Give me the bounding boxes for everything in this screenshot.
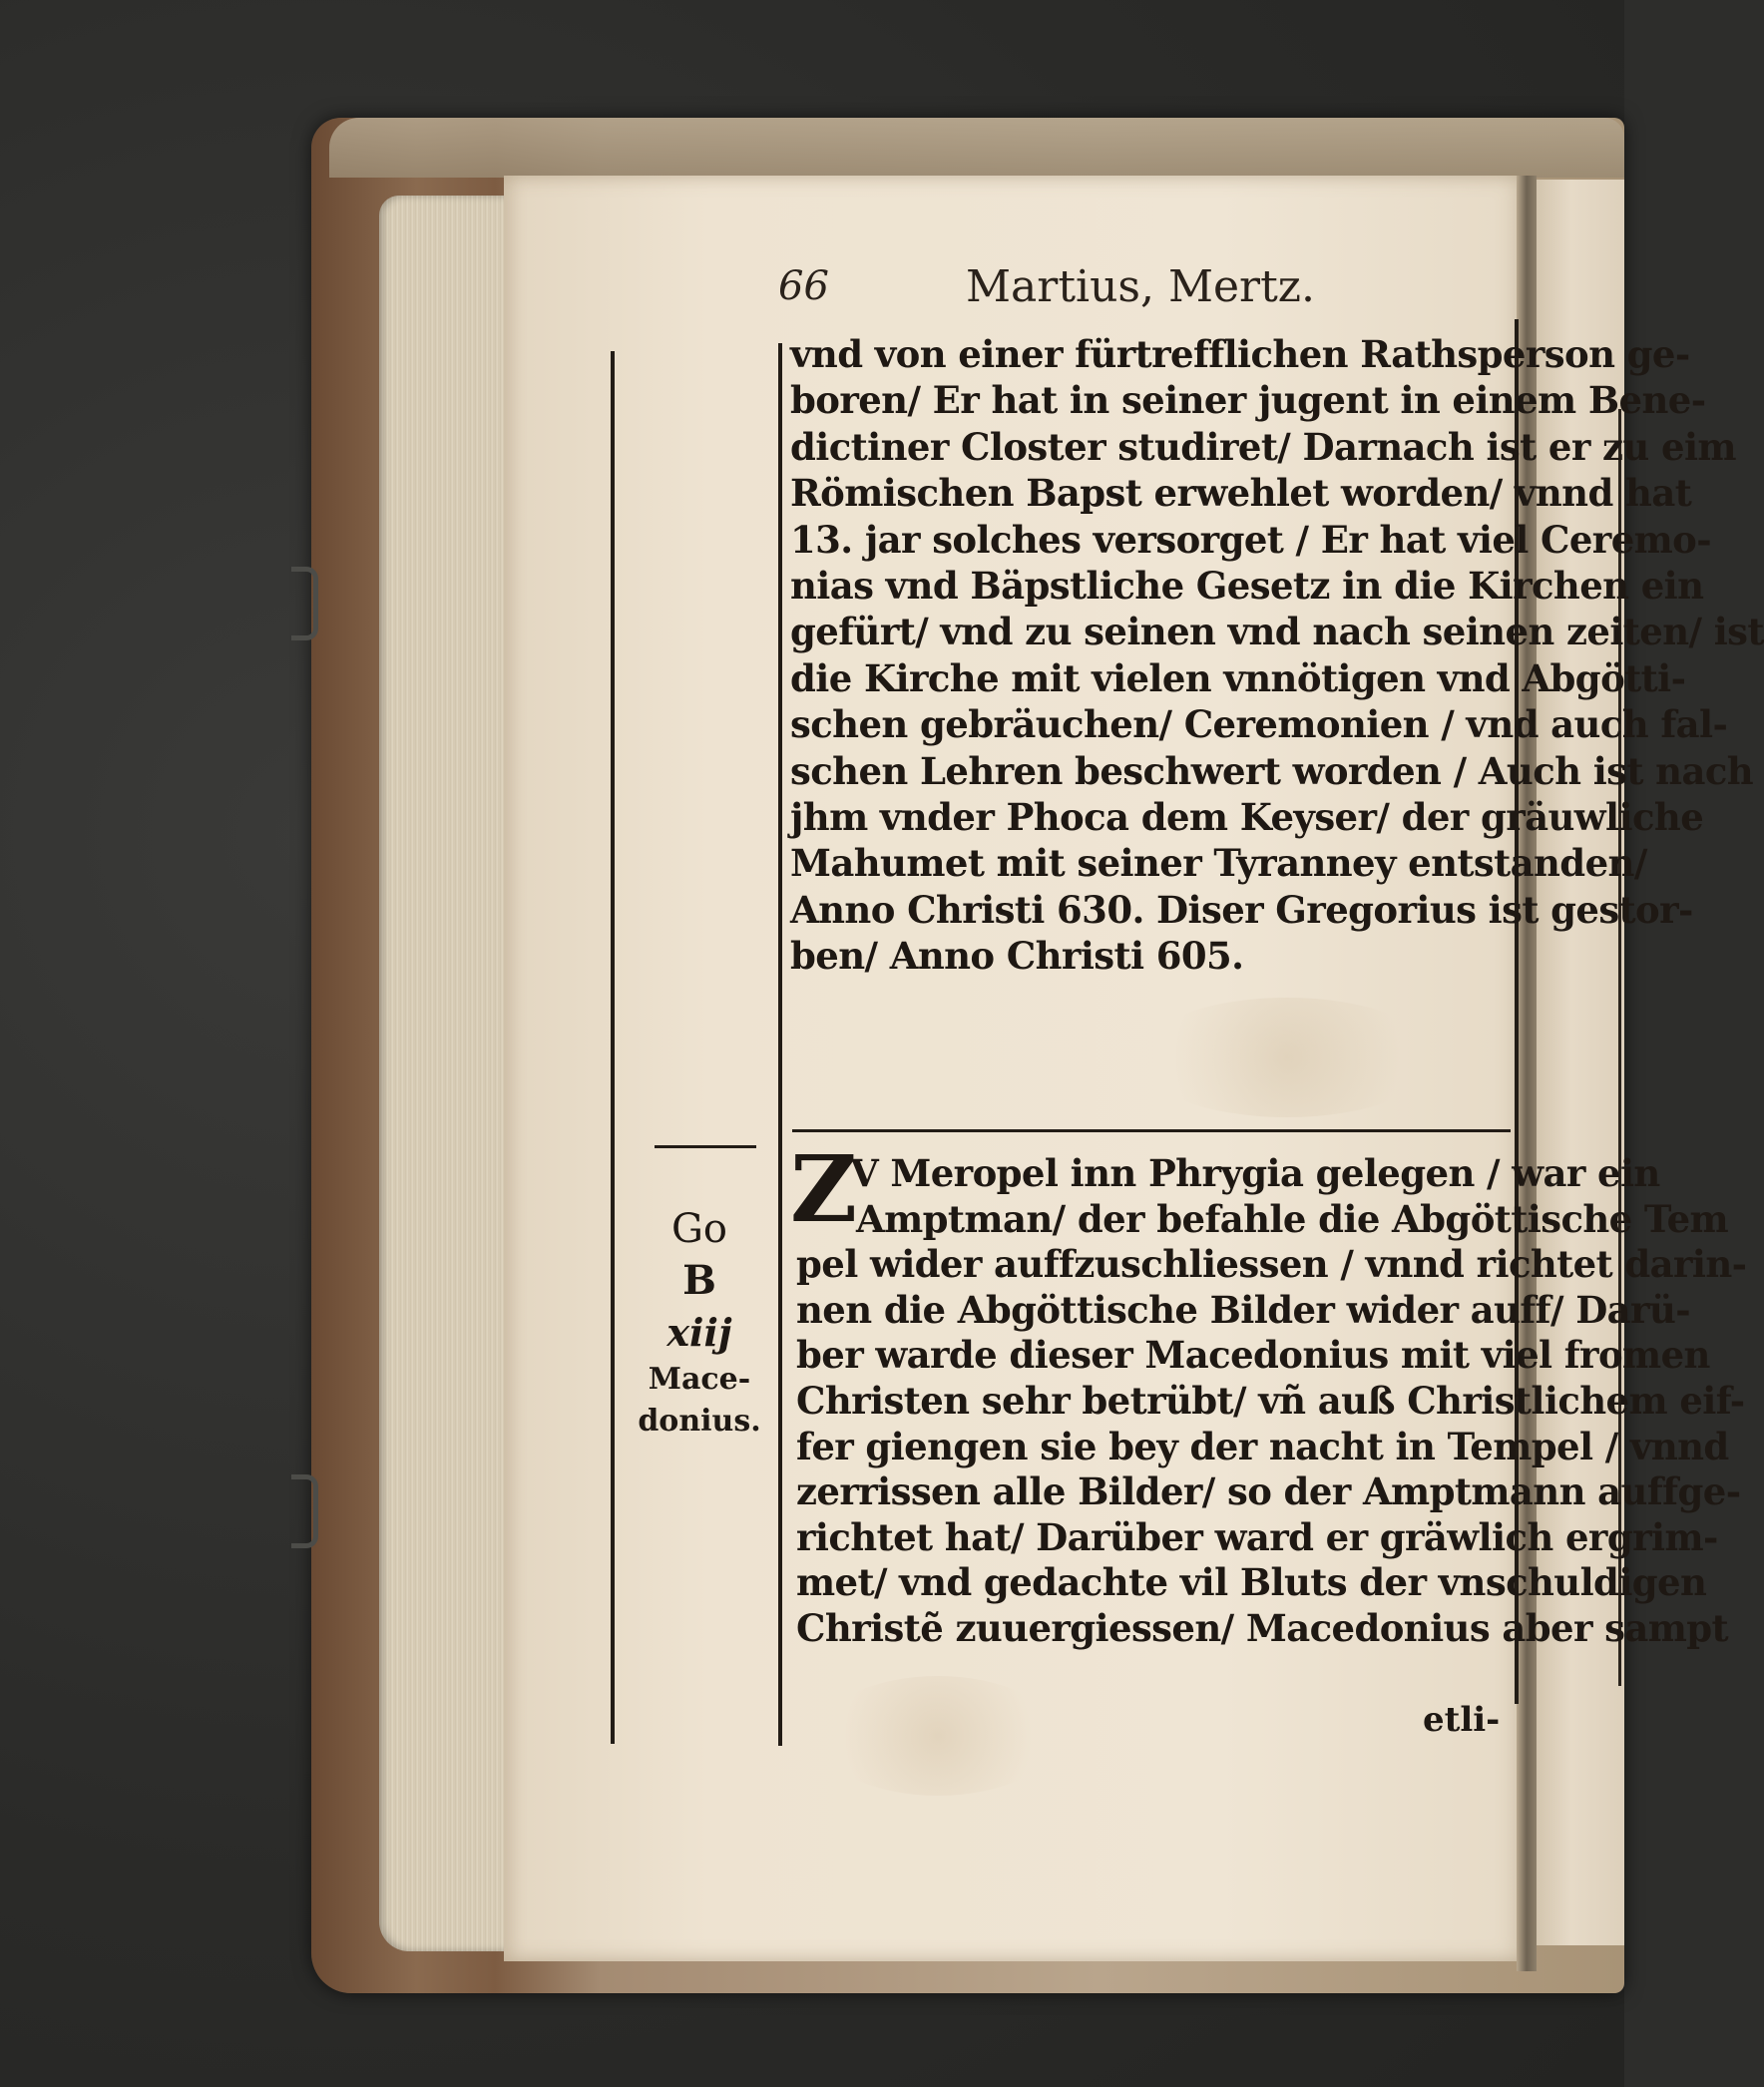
text-line: met/ vnd gedachte vil Bluts der vnschuldigen — [796, 1560, 1707, 1605]
text-line: Anno Christi 630. Diser Gregorius ist gestor- — [790, 887, 1693, 932]
text-line: Christen sehr betrübt/ vñ auß Christlichem eif- — [796, 1378, 1745, 1423]
saint-name-part1: Mace- — [648, 1362, 751, 1397]
day-number: xiij — [666, 1310, 732, 1355]
page-number: 66 — [778, 263, 829, 309]
text-line: nias vnd Bäpstliche Gesetz in die Kirchen ein — [790, 563, 1704, 608]
page-edges — [379, 196, 509, 1951]
text-line: ber warde dieser Macedonius mit viel fromen — [796, 1333, 1710, 1378]
text-line: 13. jar solches versorget / Er hat viel Ceremo- — [790, 517, 1712, 562]
text-line: V Meropel inn Phrygia gelegen / war ein — [850, 1151, 1660, 1195]
margin-divider-rule — [655, 1145, 756, 1148]
entry-gregorius-text — [790, 331, 1764, 979]
text-line: Christẽ zuuergiessen/ Macedonius aber sampt — [796, 1605, 1729, 1650]
text-line: Amptman/ der befahle die Abgöttische Tem — [856, 1196, 1729, 1241]
text-line: fer giengen sie bey der nacht in Tempel / vnnd — [796, 1424, 1729, 1468]
text-line: nen die Abgöttische Bilder wider auff/ Darü- — [796, 1287, 1690, 1332]
text-line: richtet hat/ Darüber ward er gräwlich ergrim- — [796, 1514, 1718, 1559]
text-line: pel wider auffzuschliessen / vnnd richtet darin- — [796, 1242, 1747, 1287]
clasp-icon — [291, 1474, 318, 1548]
paper-stain — [818, 1676, 1058, 1796]
margin-outer-rule — [611, 351, 615, 1744]
golden-number: Go — [670, 1206, 728, 1252]
text-line: dictiner Closter studiret/ Darnach ist er zu eim — [790, 424, 1736, 469]
catchword: etli- — [1423, 1700, 1501, 1740]
dominical-letter: B — [682, 1257, 716, 1304]
book-cover-top-edge — [329, 118, 1624, 178]
margin-inner-rule — [778, 343, 782, 1746]
clasp-icon — [291, 567, 318, 640]
text-line: vnd von einer fürtrefflichen Rathsperson ge- — [790, 332, 1690, 376]
paper-stain — [1137, 998, 1437, 1117]
text-line: jhm vnder Phoca dem Keyser/ der gräuwliche — [790, 794, 1704, 839]
text-line: boren/ Er hat in seiner jugent in einem Bene- — [790, 378, 1706, 423]
margin-calendar-note — [635, 1203, 764, 1443]
entry-divider-rule — [792, 1129, 1511, 1132]
drop-initial: Z — [790, 1135, 858, 1243]
saint-name-part2: donius. — [638, 1404, 761, 1439]
text-line: Mahumet mit seiner Tyranney entstanden/ — [790, 841, 1647, 886]
page-title: Martius, Mertz. — [966, 261, 1315, 312]
text-line: schen Lehren beschwert worden / Auch ist nach — [790, 748, 1754, 793]
text-line: schen gebräuchen/ Ceremonien / vnd auch fal- — [790, 702, 1728, 747]
text-line: ben/ Anno Christi 605. — [790, 934, 1244, 979]
entry-macedonius-text — [796, 1151, 1747, 1652]
text-line: Römischen Bapst erwehlet worden/ vnnd hat — [790, 471, 1692, 516]
text-line: die Kirche mit vielen vnnötigen vnd Abgötti- — [790, 655, 1686, 700]
page-header — [778, 263, 1457, 321]
text-line: gefürt/ vnd zu seinen vnd nach seinen zeiten/ ist — [790, 610, 1764, 654]
text-line: zerrissen alle Bilder/ so der Amptmann auffge- — [796, 1469, 1741, 1514]
